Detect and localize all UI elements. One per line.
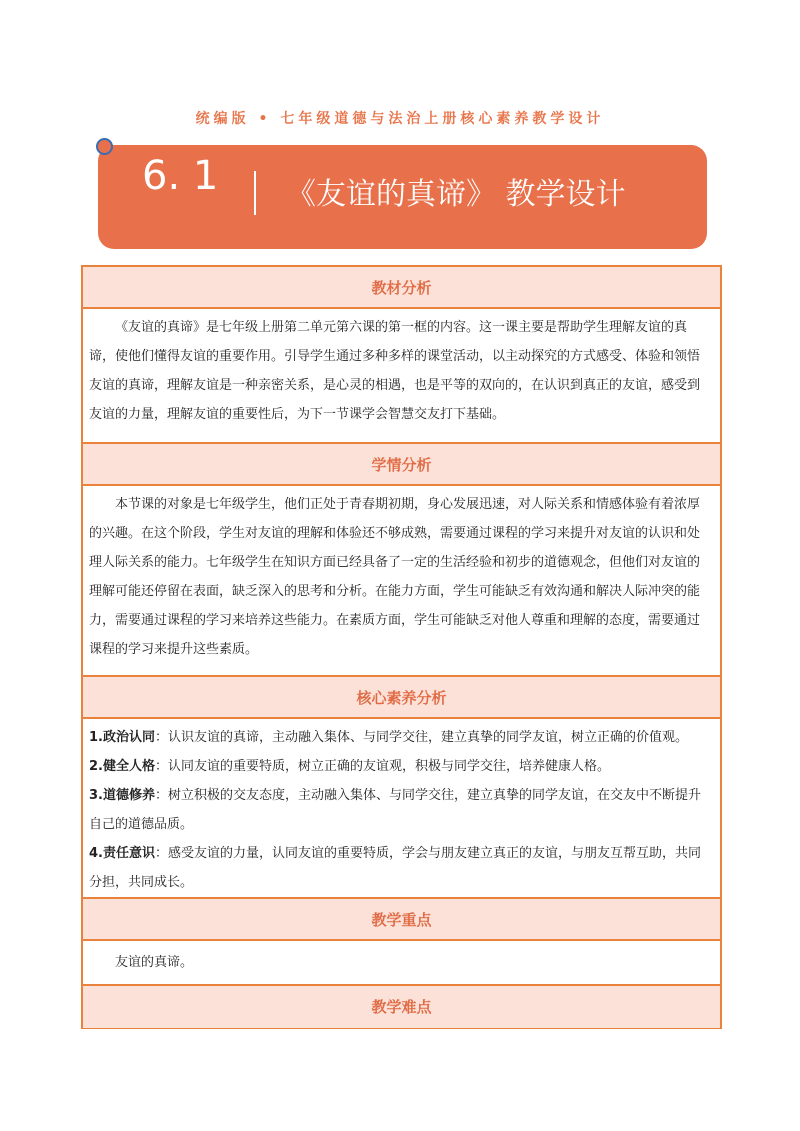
banner-divider [254, 171, 256, 215]
focus-paragraph: 友谊的真谛。 [115, 955, 194, 970]
textbook-paragraph: 《友谊的真谛》是七年级上册第二单元第六课的第一框的内容。这一课主要是帮助学生理解友谊的真谛，使他们懂得友谊的重要作用。引导学生通过多种多样的课堂活动，以主动探究的方式感受、体验和领悟友谊的真谛，理解友谊是一种亲密关系，是心灵的相遇，也是平等的双向的，在认识到真正的友谊，感受到友谊的力量，理解友谊的重要性后，为下一节课学会智慧交友打下基础。 [89, 320, 701, 422]
lesson-title: 《友谊的真谛》 教学设计 [286, 177, 626, 212]
section-body-core [83, 719, 720, 899]
section-header-textbook: 教材分析 [83, 267, 720, 309]
section-header-difficulty: 教学难点 [83, 986, 720, 1028]
section-body-textbook [83, 309, 720, 444]
students-paragraph: 本节课的对象是七年级学生，他们正处于青春期初期，身心发展迅速，对人际关系和情感体验有着浓厚的兴趣。在这个阶段，学生对友谊的理解和体验还不够成熟，需要通过课程的学习来提升对友谊的认识和处理人际关系的能力。七年级学生在知识方面已经具备了一定的生活经验和初步的道德观念，但他们对友谊的理解可能还停留在表面，缺乏深入的思考和分析。在能力方面，学生可能缺乏有效沟通和解决人际冲突的能力，需要通过课程的学习来培养这些能力。在素质方面，学生可能缺乏对他人尊重和理解的态度，需要通过课程的学习来提升这些素质。 [89, 497, 701, 657]
title-banner [98, 145, 707, 249]
core-item-political: 1.政治认同：认识友谊的真谛，主动融入集体、与同学交往，建立真挚的同学友谊，树立正确的价值观。 [89, 730, 688, 745]
section-body-focus [83, 941, 720, 986]
section-header-focus: 教学重点 [83, 899, 720, 941]
lesson-plan-table [81, 265, 722, 1029]
core-item-responsibility: 4.责任意识：感受友谊的力量，认同友谊的重要特质，学会与朋友建立真正的友谊，与朋友互帮互助，共同分担，共同成长。 [89, 846, 701, 890]
core-item-personality: 2.健全人格：认同友谊的重要特质，树立正确的友谊观，积极与同学交往，培养健康人格。 [89, 759, 610, 774]
document-subtitle: 统编版 • 七年级道德与法治上册核心素养教学设计 [195, 111, 605, 127]
section-body-students [83, 486, 720, 677]
banner-dot-decoration [96, 138, 113, 155]
core-item-morality: 3.道德修养：树立积极的交友态度，主动融入集体、与同学交往，建立真挚的同学友谊，在交友中不断提升自己的道德品质。 [89, 788, 701, 832]
section-header-students: 学情分析 [83, 444, 720, 486]
section-header-core: 核心素养分析 [83, 677, 720, 719]
lesson-number: 6. 1 [142, 153, 219, 199]
